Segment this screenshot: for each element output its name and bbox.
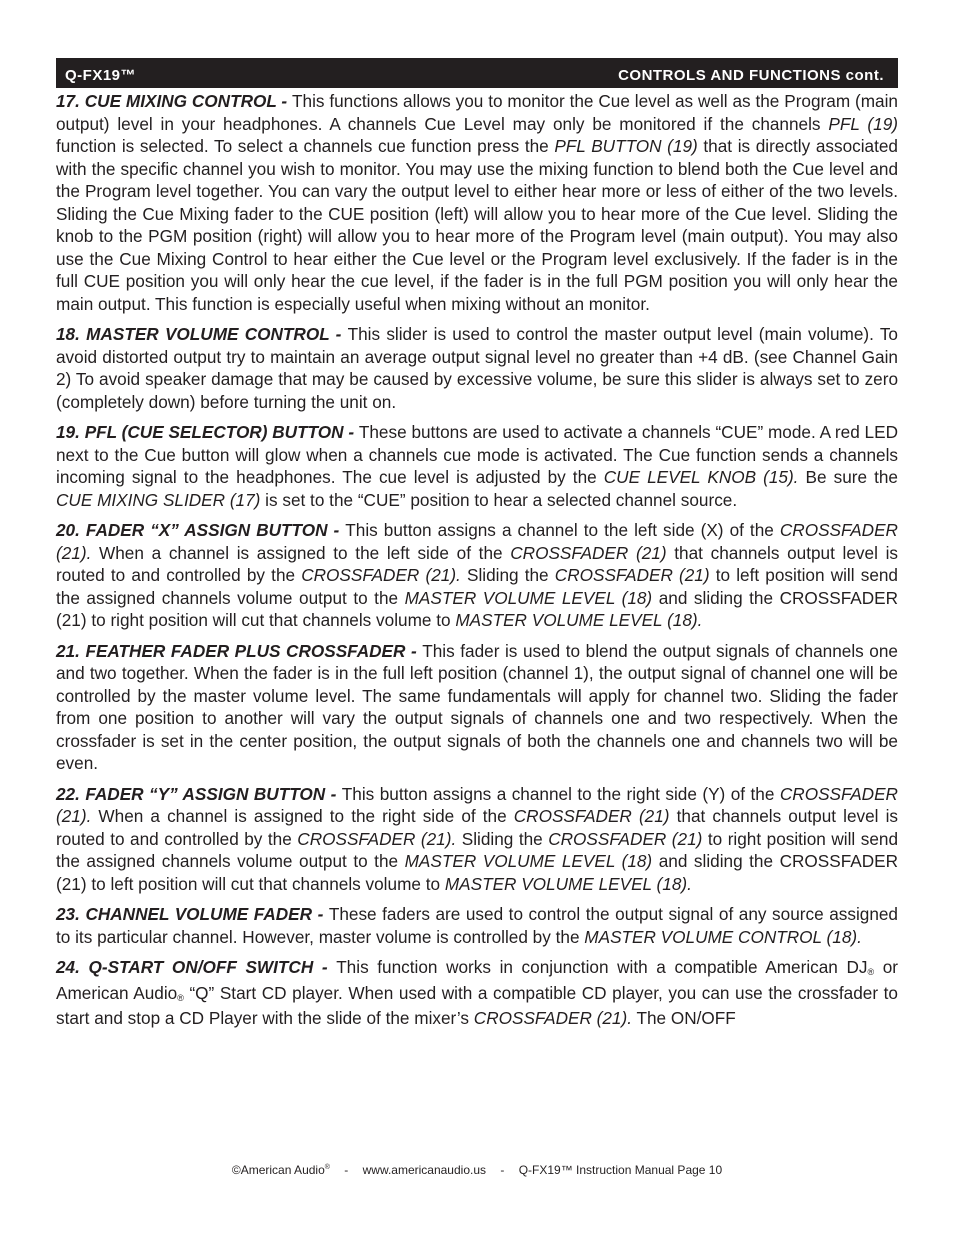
- body-text: and sliding the CROSSFADER (21) to right position will cut that channels volume to: [56, 587, 899, 630]
- header-section-title: CONTROLS AND FUNCTIONS cont.: [618, 67, 884, 84]
- cross-reference: CROSSFADER (21).: [301, 565, 461, 585]
- control-description: [56, 640, 898, 775]
- footer-manual-page: Q-FX19™ Instruction Manual Page 10: [518, 1163, 723, 1177]
- control-heading: 17. CUE MIXING CONTROL -: [56, 91, 293, 111]
- control-heading: 19. PFL (CUE SELECTOR) BUTTON -: [56, 422, 359, 442]
- cross-reference: MASTER VOLUME LEVEL (18).: [455, 610, 703, 630]
- cross-reference: CROSSFADER (21): [548, 828, 703, 849]
- cross-reference: PFL BUTTON (19): [554, 136, 698, 156]
- body-text: This button assigns a channel to the left side (X) of the: [345, 520, 780, 540]
- cross-reference: CROSSFADER (21).: [56, 783, 898, 826]
- body-text: This button assigns a channel to the right side (Y) of the: [341, 783, 780, 804]
- control-heading: 23. CHANNEL VOLUME FADER -: [56, 904, 329, 924]
- cross-reference: CUE MIXING SLIDER (17): [56, 489, 261, 510]
- body-text: function is selected. To select a channels cue function press the: [56, 136, 555, 156]
- body-text: When a channel is assigned to the right side of the: [91, 806, 514, 826]
- cross-reference: CROSSFADER (21).: [473, 1008, 632, 1028]
- page-footer: [0, 1163, 954, 1177]
- body-text: is set to the “CUE” position to hear a selected channel source.: [260, 489, 738, 510]
- body-text: The ON/OFF: [632, 1008, 736, 1028]
- control-heading: 24. Q-START ON/OFF SWITCH -: [56, 957, 337, 977]
- cross-reference: MASTER VOLUME LEVEL (18).: [444, 873, 692, 894]
- body-text: Sliding the: [460, 565, 555, 585]
- cross-reference: PFL (19): [828, 113, 898, 134]
- cross-reference: CROSSFADER (21): [554, 565, 710, 585]
- footer-copyright-symbol: ©: [231, 1163, 241, 1177]
- cross-reference: CROSSFADER (21).: [297, 828, 457, 849]
- body-text: This fader is used to blend the output signals of channels one and two together. When the fader is in the full left position (channel 1), the output signal of channel one will be controlled by the master volume level. The same fundamentals will apply for channel two. Sliding the fader from one position to another will vary the output signals of channels one and two respectively. When the crossfader is set in the center position, the output signals of both the channels one and channels two will be even.: [56, 640, 898, 773]
- body-text: “Q” Start CD player. When used with a compatible CD player, you can use the crossfader to start and stop a CD Player with the slide of the mixer’s: [56, 982, 898, 1028]
- footer-separator: -: [344, 1163, 349, 1177]
- control-heading: 21. FEATHER FADER PLUS CROSSFADER -: [56, 640, 423, 661]
- body-text: When a channel is assigned to the left side of the: [91, 542, 511, 563]
- manual-body: [56, 90, 898, 1038]
- body-text: that is directly associated with the specific channel you wish to monitor. You may use the mixing function to blend both the Cue level and the Program level together. You can vary the output level to either hear more or less of either of the two levels. Sliding the Cue Mixing fader to the CUE position (left) will allow you to hear more of the Cue level. Sliding the knob to the PGM position (right) will allow you to hear more of the Program level (main output). You may also use the Cue Mixing Control to hear either the Cue level or the Program level exclusively. If the fader is in the full CUE position you will only hear the cue level, if the fader is in the full PGM position you will only hear the main output. This function is especially useful when mixing without an monitor.: [56, 136, 898, 314]
- body-text: to right position will send the assigned channels volume output to the: [56, 828, 898, 871]
- body-text: Be sure the: [798, 467, 898, 487]
- body-text: These faders are used to control the output signal of any source assigned to its particular channel. However, master volume is controlled by the: [56, 904, 898, 947]
- body-text: that channels output level is routed to and controlled by the: [56, 806, 898, 849]
- control-heading: 18. MASTER VOLUME CONTROL -: [56, 324, 348, 344]
- footer-registered-mark: ®: [324, 1164, 330, 1171]
- body-text: or American Audio: [56, 957, 899, 1003]
- cross-reference: MASTER VOLUME CONTROL (18).: [584, 926, 862, 947]
- header-model: Q-FX19™: [65, 67, 137, 84]
- body-text: This function works in conjunction with a compatible American DJ: [336, 957, 868, 977]
- control-heading: 22. FADER “Y” ASSIGN BUTTON -: [56, 783, 342, 804]
- control-description: [56, 519, 898, 632]
- body-text: that channels output level is routed to and controlled by the: [56, 542, 898, 585]
- control-description: [56, 783, 898, 896]
- cross-reference: CUE LEVEL KNOB (15).: [603, 467, 799, 487]
- registered-mark: ®: [867, 967, 875, 977]
- control-heading: 20. FADER “X” ASSIGN BUTTON -: [56, 520, 346, 540]
- footer-website: www.americanaudio.us: [362, 1163, 487, 1177]
- control-description: [56, 903, 898, 948]
- control-description: [56, 421, 898, 511]
- footer-separator: -: [500, 1163, 505, 1177]
- control-description: [56, 323, 898, 413]
- body-text: and sliding the CROSSFADER (21) to left position will cut that channels volume to: [56, 851, 899, 894]
- control-description: [56, 956, 898, 1030]
- cross-reference: MASTER VOLUME LEVEL (18): [404, 851, 653, 871]
- body-text: These buttons are used to activate a channels “CUE” mode. A red LED next to the Cue button will glow when a channels cue mode is activated. The Cue function sends a channels incoming signal to the headphones. The cue level is adjusted by the: [56, 422, 898, 487]
- control-description: [56, 90, 898, 315]
- body-text: Sliding the: [456, 828, 549, 849]
- body-text: to left position will send the assigned channels volume output to the: [56, 565, 898, 608]
- footer-brand: American Audio: [240, 1163, 325, 1177]
- registered-mark: ®: [177, 992, 184, 1003]
- page-header-bar: [56, 58, 898, 88]
- cross-reference: CROSSFADER (21): [513, 806, 670, 826]
- cross-reference: CROSSFADER (21).: [56, 520, 898, 563]
- cross-reference: MASTER VOLUME LEVEL (18): [404, 587, 653, 608]
- body-text: This functions allows you to monitor the Cue level as well as the Program (main output) level in your headphones. A channels Cue Level may only be monitored if the channels: [56, 91, 898, 134]
- cross-reference: CROSSFADER (21): [510, 542, 667, 563]
- body-text: This slider is used to control the master output level (main volume). To avoid distorted output try to maintain an average output signal level no greater than +4 dB. (see Channel Gain 2) To avoid speaker damage that may be caused by excessive volume, be sure this slider is always set to zero (completely down) before turning the unit on.: [56, 324, 898, 412]
